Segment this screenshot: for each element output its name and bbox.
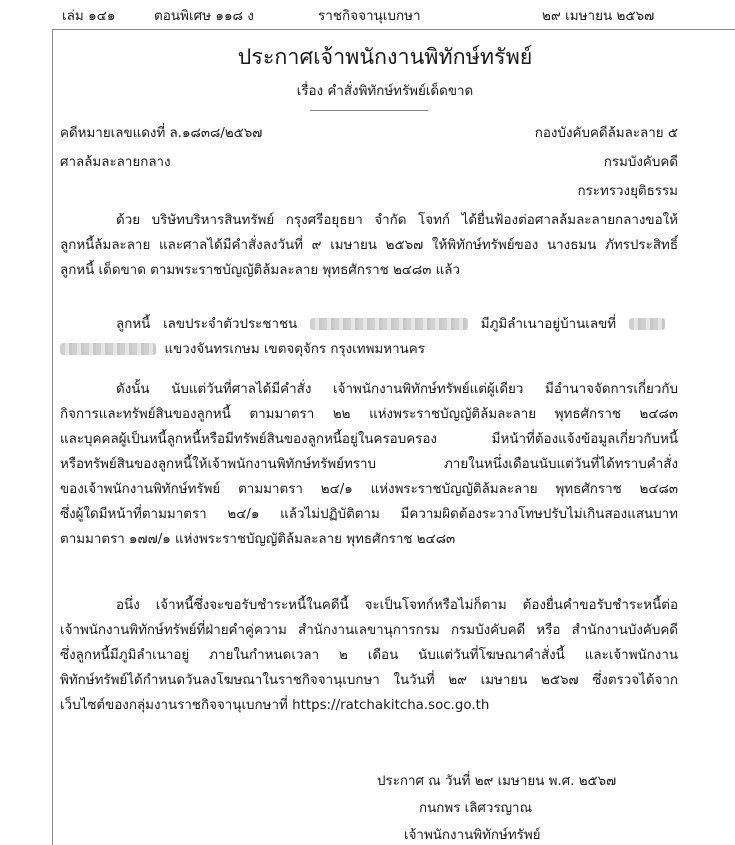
document-subject: เรื่อง คำสั่งพิทักษ์ทรัพย์เด็ดขาด [296, 84, 474, 99]
gazette-name: ราชกิจจานุเบกษา [318, 8, 421, 24]
redacted-id-number [310, 318, 468, 330]
case-number: คดีหมายเลขแดงที่ ล.๑๘๓๘/๒๕๖๗ [60, 126, 263, 141]
division-name: กองบังคับคดีล้มละลาย ๕ [534, 126, 678, 141]
signer-position: เจ้าพนักงานพิทักษ์ทรัพย์ [404, 828, 541, 843]
gazette-date: ๒๙ เมษายน ๒๕๖๗ [542, 8, 655, 24]
title-divider [310, 110, 428, 111]
paragraph-line: เว็บไซต์ของกลุ่มงานราชกิจจานุเบกษาที่ https://ratchakitcha.soc.go.th [60, 698, 490, 713]
ministry-name: กระทรวงยุติธรรม [577, 184, 678, 199]
paragraph-line: ด้วย บริษัทบริหารสินทรัพย์ กรุงศรีอยุธยา จำกัด โจทก์ ได้ยื่นฟ้องต่อศาลล้มละลายกลางขอให้ [116, 213, 678, 228]
paragraph-4 [60, 593, 678, 718]
address-label: มีภูมิลำเนาอยู่บ้านเลขที่ [480, 317, 617, 332]
paragraph-line [60, 312, 678, 337]
paragraph-line: ลูกหนี้ เด็ดขาด ตามพระราชบัญญัติล้มละลาย พุทธศักราช ๒๔๘๓ แล้ว [60, 263, 461, 278]
department-name: กรมบังคับคดี [603, 155, 678, 170]
paragraph-line: ซึ่งลูกหนี้มีภูมิลำเนาอยู่ ภายในกำหนดเวลา ๒ เดือน นับแต่วันที่โฆษณาคำสั่งนี้ และเจ้าพนักงาน [60, 648, 678, 663]
volume-label: เล่ม ๑๔๑ [62, 8, 116, 24]
section-label: ตอนพิเศษ ๑๑๘ ง [154, 8, 254, 24]
debtor-label: ลูกหนี้ [116, 317, 151, 332]
gazette-header [0, 4, 735, 24]
paragraph-line: เจ้าพนักงานพิทักษ์ทรัพย์ที่ฝ่ายคำคู่ความ สำนักงานเลขานุการกรม กรมบังคับคดี หรือ สำนักงานบังคับคดี [60, 623, 678, 638]
signer-name: กนกพร เลิศวรญาณ [419, 801, 532, 816]
paragraph-line: พิทักษ์ทรัพย์ได้กำหนดวันลงโฆษณาในราชกิจจานุเบกษา ในวันที่ ๒๙ เมษายน ๒๕๖๗ ซึ่งตรวจได้จาก [60, 673, 678, 688]
court-name: ศาลล้มละลายกลาง [60, 155, 171, 170]
redacted-address [60, 343, 156, 355]
announcement-date: ประกาศ ณ วันที่ ๒๙ เมษายน พ.ศ. ๒๕๖๗ [377, 774, 617, 789]
paragraph-line: ลูกหนี้ล้มละลาย และศาลได้มีคำสั่งลงวันที่ ๙ เมษายน ๒๕๖๗ ให้พิทักษ์ทรัพย์ของ นางธมน ภัทรประสิทธิ์ [60, 238, 678, 253]
id-label: เลขประจำตัวประชาชน [163, 317, 298, 332]
paragraph-line: และบุคคลผู้เป็นหนี้ลูกหนี้หรือมีทรัพย์สินของลูกหนี้อยู่ในครอบครอง มีหน้าที่ต้องแจ้งข้อมูลเกี่ยวกับหนี้ [60, 432, 678, 447]
paragraph-line: อนึ่ง เจ้าหนี้ซึ่งจะขอรับชำระหนี้ในคดีนี้ จะเป็นโจทก์หรือไม่ก็ตาม ต้องยื่นคำขอรับชำระหนี้ต่อ [116, 598, 678, 613]
paragraph-line: ของเจ้าพนักงานพิทักษ์ทรัพย์ ตามมาตรา ๒๔/๑ แห่งพระราชบัญญัติล้มละลาย พุทธศักราช ๒๔๘๓ [60, 482, 678, 497]
document-title: ประกาศเจ้าพนักงานพิทักษ์ทรัพย์ [237, 45, 533, 70]
paragraph-line: หรือทรัพย์สินของลูกหนี้ให้เจ้าพนักงานพิทักษ์ทรัพย์ทราบ ภายในหนึ่งเดือนนับแต่วันที่ได้ทราบคำสั่ง [60, 457, 678, 472]
paragraph-line: ดังนั้น นับแต่วันที่ศาลได้มีคำสั่ง เจ้าพนักงานพิทักษ์ทรัพย์แต่ผู้เดียว มีอำนาจจัดการเกี่ยวกับ [116, 382, 678, 397]
paragraph-2 [60, 312, 678, 362]
redacted-house-number [629, 318, 665, 330]
paragraph-line [60, 337, 678, 362]
paragraph-line: ซึ่งผู้ใดมีหน้าที่ตามมาตรา ๒๔/๑ แล้วไม่ปฏิบัติตาม มีความผิดต้องระวางโทษปรับไม่เกินสองแสนบาท [60, 507, 678, 522]
paragraph-line: ตามมาตรา ๑๗๗/๑ แห่งพระราชบัญญัติล้มละลาย พุทธศักราช ๒๔๘๓ [60, 532, 456, 547]
address-tail: แขวงจันทรเกษม เขตจตุจักร กรุงเทพมหานคร [164, 342, 425, 357]
paragraph-1 [60, 208, 678, 283]
paragraph-3 [60, 377, 678, 552]
paragraph-line: กิจการและทรัพย์สินของลูกหนี้ ตามมาตรา ๒๒ แห่งพระราชบัญญัติล้มละลาย พุทธศักราช ๒๔๘๓ [60, 407, 678, 422]
